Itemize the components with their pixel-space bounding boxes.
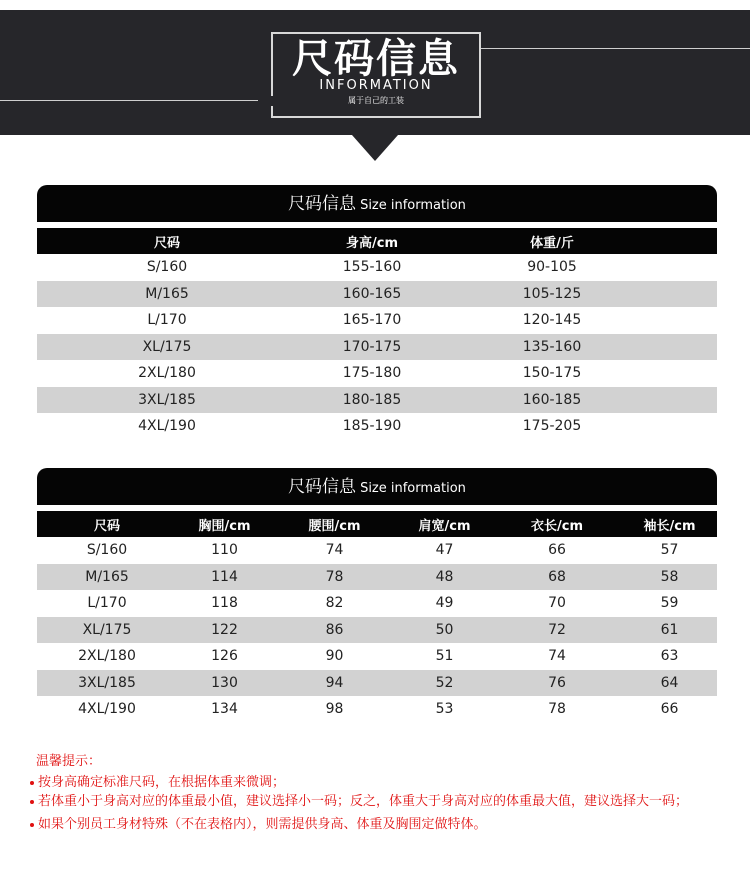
table-cell: 74 — [325, 542, 344, 559]
size-table-height-weight — [37, 185, 717, 440]
table-row — [37, 564, 717, 591]
table-cell: 61 — [660, 621, 679, 638]
table-cell: 47 — [435, 542, 454, 559]
banner-pointer-arrow — [352, 135, 398, 161]
table-title-en: Size information — [360, 481, 466, 496]
column-header-size: 尺码 — [153, 235, 180, 251]
table-title-cn: 尺码信息 — [288, 194, 357, 214]
table-cell: 94 — [325, 674, 344, 691]
table-row — [37, 254, 717, 281]
table-cell: 150-175 — [522, 365, 582, 382]
table-cell: 3XL/185 — [138, 391, 196, 408]
table-row — [37, 617, 717, 644]
table-cell: 70 — [548, 595, 566, 612]
table-cell: S/160 — [146, 259, 188, 276]
table-row — [37, 696, 717, 723]
table-header-row — [37, 228, 717, 254]
table-cell: 180-185 — [342, 391, 402, 408]
table-cell: 98 — [325, 701, 344, 718]
table-title-bar — [37, 468, 717, 505]
tip-item: 按身高确定标准尺码，在根据体重来微调； — [36, 773, 726, 792]
table-cell: 53 — [435, 701, 454, 718]
table-row — [37, 413, 717, 440]
table-cell: 59 — [660, 595, 679, 612]
table-title-bar — [37, 185, 717, 222]
column-header: 腰围/cm — [308, 518, 361, 534]
size-table-measurements — [37, 468, 717, 723]
table-row — [37, 590, 717, 617]
table-cell: 4XL/190 — [138, 418, 196, 435]
table-cell: 64 — [660, 674, 679, 691]
table-row — [37, 643, 717, 670]
table-cell: 4XL/190 — [78, 701, 136, 718]
table-cell: 170-175 — [342, 338, 402, 355]
table-cell: 130 — [211, 674, 238, 691]
table-cell: M/165 — [85, 568, 129, 585]
table-row — [37, 281, 717, 308]
table-row — [37, 360, 717, 387]
table-cell: 66 — [548, 542, 566, 559]
table-cell: 114 — [211, 568, 238, 585]
table-cell: 72 — [548, 621, 566, 638]
table-cell: 165-170 — [342, 312, 402, 329]
table-cell: 57 — [660, 542, 679, 559]
bullet-icon — [30, 800, 34, 804]
table-cell: 58 — [660, 568, 679, 585]
table-cell: 86 — [325, 621, 344, 638]
table-row — [37, 307, 717, 334]
table-row — [37, 537, 717, 564]
table-cell: 175-180 — [342, 365, 402, 382]
table-cell: 135-160 — [522, 338, 582, 355]
table-cell: L/170 — [147, 312, 187, 329]
column-header: 胸围/cm — [198, 518, 251, 534]
table-cell: 120-145 — [522, 312, 582, 329]
tips-title: 温馨提示： — [36, 754, 102, 769]
table-cell: 3XL/185 — [78, 674, 136, 691]
table-cell: M/165 — [145, 285, 189, 302]
table-row — [37, 334, 717, 361]
table-header-row — [37, 511, 717, 537]
table-cell: 50 — [435, 621, 454, 638]
table-cell: 160-185 — [522, 391, 582, 408]
table-cell: 110 — [211, 542, 238, 559]
table-cell: 90 — [325, 648, 344, 665]
banner-rule-left — [0, 100, 292, 101]
table-cell: 105-125 — [522, 285, 582, 302]
table-cell: 78 — [325, 568, 344, 585]
table-cell: 118 — [211, 595, 238, 612]
table-cell: 51 — [435, 648, 454, 665]
table-cell: 126 — [211, 648, 238, 665]
table-cell: 52 — [435, 674, 454, 691]
banner-subtitle: 属于自己的工装 — [348, 96, 404, 105]
column-header: 袖长/cm — [643, 518, 696, 534]
bullet-icon — [30, 823, 34, 827]
table-row — [37, 670, 717, 697]
table-row — [37, 387, 717, 414]
table-title-en: Size information — [360, 198, 466, 213]
tips-section — [36, 752, 726, 834]
table-cell: 90-105 — [527, 259, 577, 276]
table-cell: 2XL/180 — [78, 648, 136, 665]
table-cell: 68 — [548, 568, 566, 585]
table-cell: 185-190 — [342, 418, 402, 435]
tip-item: 若体重小于身高对应的体重最小值，建议选择小一码；反之，体重大于身高对应的体重最大值，建议选择大一码； — [36, 792, 726, 811]
column-header-weight: 体重/斤 — [530, 235, 574, 251]
table-cell: 82 — [325, 595, 344, 612]
banner-rule-right — [481, 48, 750, 49]
table-cell: 74 — [548, 648, 566, 665]
banner-title-english: INFORMATION — [319, 78, 433, 93]
table-cell: 63 — [660, 648, 679, 665]
table-cell: 155-160 — [342, 259, 402, 276]
column-header-height: 身高/cm — [345, 235, 398, 251]
table-cell: 66 — [660, 701, 679, 718]
table-cell: 76 — [548, 674, 566, 691]
column-header: 衣长/cm — [530, 518, 583, 534]
table-cell: 175-205 — [522, 418, 582, 435]
table-cell: XL/175 — [142, 338, 192, 355]
table-cell: 160-165 — [342, 285, 402, 302]
table-cell: L/170 — [87, 595, 127, 612]
table-cell: 49 — [435, 595, 454, 612]
table-title-cn: 尺码信息 — [288, 477, 357, 497]
table-cell: XL/175 — [82, 621, 132, 638]
bullet-icon — [30, 781, 34, 785]
table-cell: 134 — [211, 701, 238, 718]
table-cell: 78 — [548, 701, 566, 718]
column-header: 肩宽/cm — [418, 518, 471, 534]
table-cell: 2XL/180 — [138, 365, 196, 382]
column-header: 尺码 — [93, 518, 120, 534]
table-cell: 122 — [211, 621, 238, 638]
banner-title: 尺码信息 — [292, 36, 460, 82]
table-cell: S/160 — [86, 542, 128, 559]
table-cell: 48 — [435, 568, 454, 585]
tip-item: 如果个别员工身材特殊（不在表格内），则需提供身高、体重及胸围定做特体。 — [36, 815, 726, 834]
